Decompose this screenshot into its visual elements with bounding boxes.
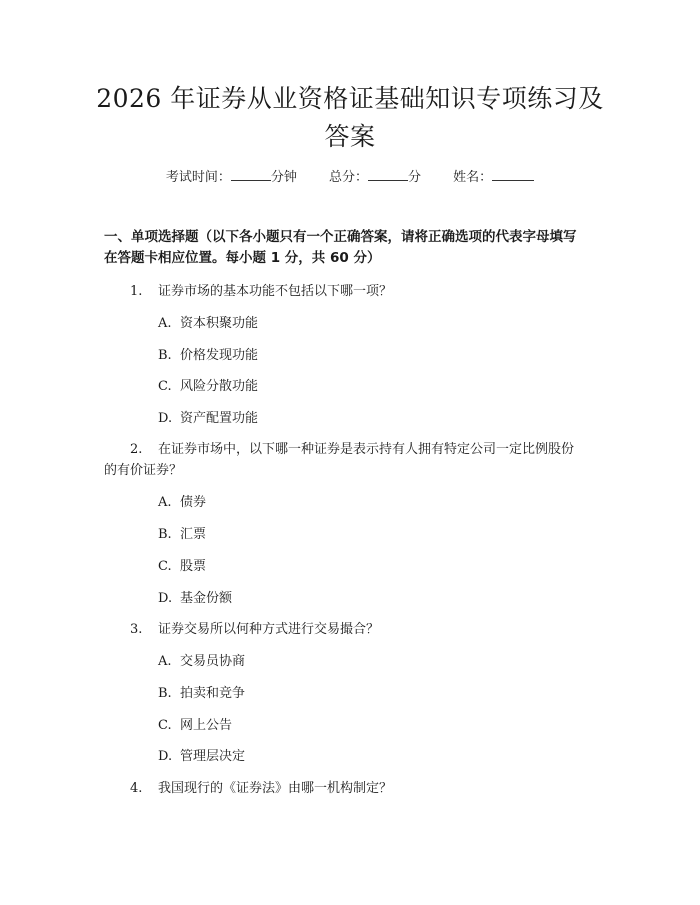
question-number: 4. bbox=[130, 781, 143, 796]
total-score bbox=[329, 166, 421, 189]
question-1-option-b bbox=[158, 345, 578, 366]
question-2-option-c bbox=[158, 556, 578, 577]
option-letter: C. bbox=[158, 718, 172, 733]
exam-time-unit: 分钟 bbox=[270, 170, 297, 185]
title-line-1: 2026 年证券从业资格证基础知识专项练习及 bbox=[96, 84, 604, 113]
question-3-option-d bbox=[158, 746, 578, 767]
option-text: 资产配置功能 bbox=[180, 411, 259, 426]
question-number: 2. bbox=[130, 442, 143, 457]
total-score-blank bbox=[368, 166, 408, 181]
question-3 bbox=[104, 619, 604, 640]
option-text: 价格发现功能 bbox=[180, 348, 259, 363]
option-text: 交易员协商 bbox=[180, 654, 246, 669]
question-text: 我国现行的《证券法》由哪一机构制定？ bbox=[158, 781, 393, 796]
question-2 bbox=[104, 439, 604, 481]
option-letter: D. bbox=[158, 591, 173, 606]
option-letter: D. bbox=[158, 411, 173, 426]
question-text: 证券市场的基本功能不包括以下哪一项？ bbox=[158, 284, 393, 299]
question-3-option-a bbox=[158, 651, 578, 672]
question-1 bbox=[104, 281, 604, 302]
question-text-line-2: 的有价证券？ bbox=[104, 463, 183, 478]
total-score-unit: 分 bbox=[408, 170, 422, 185]
option-letter: B. bbox=[158, 527, 172, 542]
title-line-2: 答案 bbox=[324, 122, 376, 151]
option-letter: A. bbox=[158, 495, 172, 510]
option-text: 网上公告 bbox=[180, 718, 233, 733]
option-letter: A. bbox=[158, 654, 172, 669]
question-text-line-1: 在证券市场中，以下哪一种证券是表示持有人拥有特定公司一定比例股份 bbox=[158, 442, 575, 457]
question-2-option-a bbox=[158, 492, 578, 513]
question-4 bbox=[104, 778, 604, 799]
option-letter: A. bbox=[158, 316, 172, 331]
total-score-label: 总分： bbox=[328, 170, 368, 185]
exam-info-line bbox=[0, 166, 700, 189]
student-name bbox=[453, 166, 534, 189]
question-3-option-c bbox=[158, 715, 578, 736]
option-letter: C. bbox=[158, 379, 172, 394]
question-1-option-c bbox=[158, 376, 578, 397]
section-heading-line-2: 在答题卡相应位置。每小题 1 分，共 60 分） bbox=[104, 250, 381, 266]
option-text: 拍卖和竞争 bbox=[180, 686, 246, 701]
section-heading-line-1: 一、单项选择题（以下各小题只有一个正确答案，请将正确选项的代表字母填写 bbox=[104, 229, 577, 245]
option-letter: B. bbox=[158, 686, 172, 701]
option-letter: D. bbox=[158, 749, 173, 764]
question-2-option-d bbox=[158, 588, 578, 609]
exam-time-blank bbox=[231, 166, 271, 181]
question-number: 1. bbox=[130, 284, 143, 299]
student-name-label: 姓名： bbox=[453, 170, 493, 185]
question-number: 3. bbox=[130, 622, 143, 637]
section-heading bbox=[104, 227, 604, 269]
option-text: 汇票 bbox=[180, 527, 207, 542]
exam-time bbox=[166, 166, 297, 189]
question-text: 证券交易所以何种方式进行交易撮合？ bbox=[158, 622, 380, 637]
option-text: 债券 bbox=[180, 495, 207, 510]
option-letter: C. bbox=[158, 559, 172, 574]
option-text: 股票 bbox=[180, 559, 207, 574]
option-letter: B. bbox=[158, 348, 172, 363]
question-2-option-b bbox=[158, 524, 578, 545]
question-1-option-d bbox=[158, 408, 578, 429]
question-1-option-a bbox=[158, 313, 578, 334]
option-text: 管理层决定 bbox=[180, 749, 246, 764]
document-title bbox=[90, 80, 610, 156]
exam-time-label: 考试时间： bbox=[165, 170, 231, 185]
student-name-blank bbox=[492, 166, 534, 181]
option-text: 基金份额 bbox=[180, 591, 233, 606]
option-text: 资本积聚功能 bbox=[180, 316, 259, 331]
question-3-option-b bbox=[158, 683, 578, 704]
option-text: 风险分散功能 bbox=[180, 379, 259, 394]
